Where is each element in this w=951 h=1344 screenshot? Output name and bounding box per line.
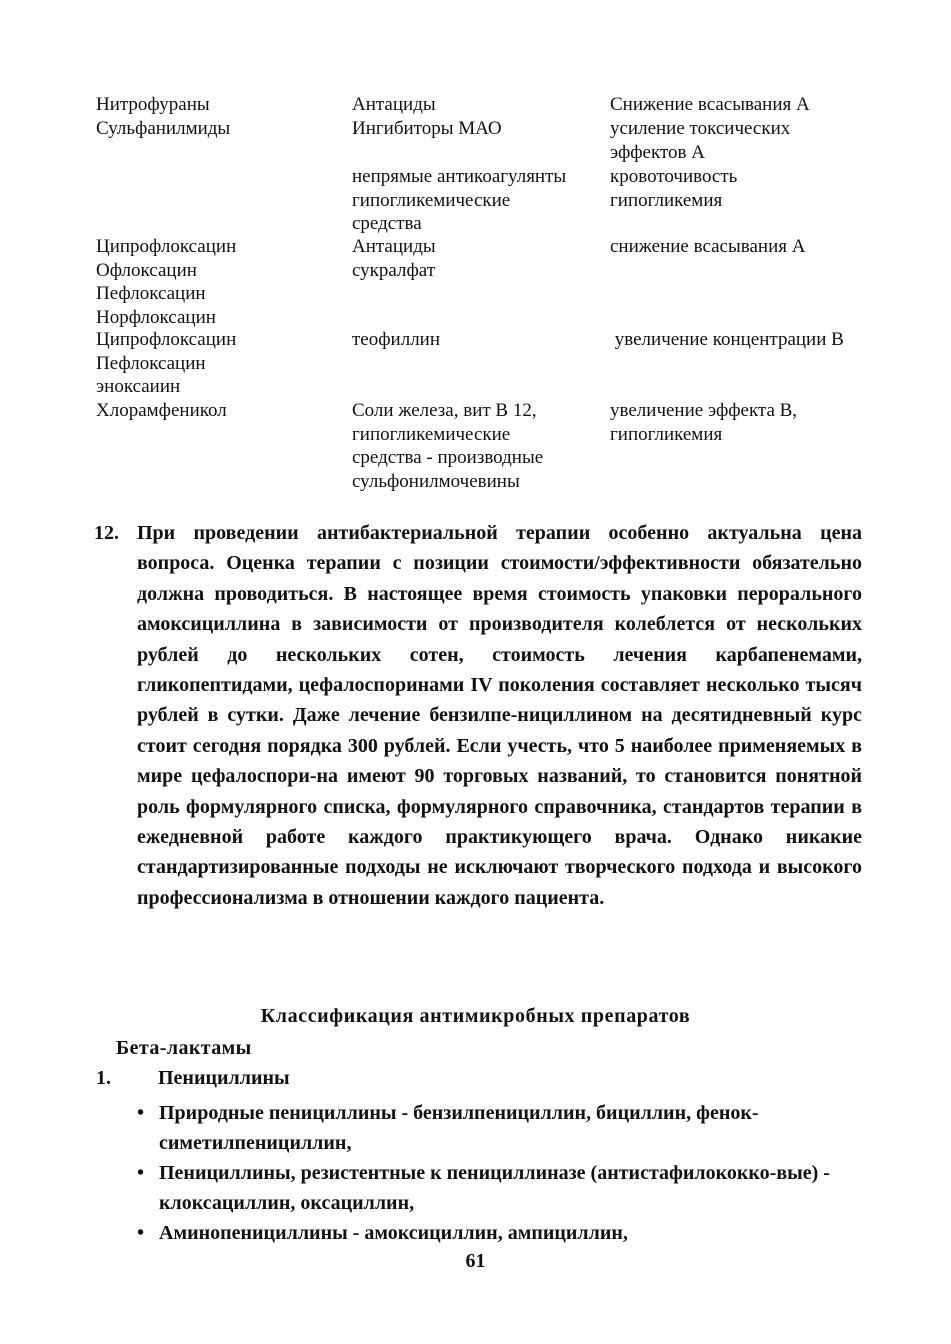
paragraph-text: При проведении антибактериальной терапии особенно актуальна цена вопроса. Оценка терапии с позиции стоимости/эффективности обязательно должна проводиться. В настоящее время стоимость упаковки перорального амоксициллина в зависимости от производителя колеблется от нескольких рублей до нескольких сотен, стоимость лечения карбапенемами, гликопептидами, цефалоспоринами IV поколения составляет несколько тысяч рублей в сутки. Даже лечение бензилпе-нициллином на десятидневный курс стоит сегодня порядка 300 рублей. Если учесть, что 5 наиболее применяемых в мире цефалоспори-на имеют 90 торговых названий, то становится понятной роль формулярного списка, формулярного справочника, стандартов терапии в ежедневной работе каждого практикующего врача. Однако никакие стандартизированные подходы не исключают творческого подхода и высокого профессионализма в отношении каждого пациента.	[137, 522, 862, 909]
table-row	[96, 117, 876, 165]
effect-cell: снижение всасывания А	[610, 236, 806, 257]
table-row	[96, 165, 876, 235]
table-row	[96, 328, 876, 399]
drug-cell: Хлорамфеникол	[96, 400, 227, 421]
subheading: Бета-лактамы	[116, 1037, 252, 1059]
interacting-drug-cell: теофиллин	[352, 329, 441, 350]
interacting-drug-cell: Антациды сукралфат	[352, 236, 436, 281]
page-number: 61	[465, 1250, 486, 1272]
table-row	[96, 235, 876, 328]
list-item-number: 1.	[96, 1067, 111, 1089]
effect-cell: увеличение эффекта В, гипогликемия	[610, 400, 798, 445]
bullet-icon: •	[137, 1222, 145, 1244]
drug-cell: Нитрофураны	[96, 94, 210, 115]
bullet-list	[137, 1098, 867, 1248]
drug-cell: Ципрофлоксацин Офлоксацин Пефлоксацин Норфлоксацин	[96, 236, 237, 328]
interacting-drug-cell: Соли железа, вит В 12, гипогликемические средства - производные сульфонилмочевины	[352, 400, 544, 492]
interacting-drug-cell: непрямые антикоагулянты гипогликемические средства	[352, 166, 567, 234]
list-item: • Пенициллины, резистентные к пенициллиназе (антистафилококко-вые) - клоксациллин, оксациллин,	[137, 1158, 867, 1218]
effect-cell: кровоточивость гипогликемия	[610, 166, 738, 211]
list-item-title: Пенициллины	[158, 1067, 290, 1089]
effect-cell: увеличение концентрации В	[610, 329, 844, 350]
drug-cell: Сульфанилмиды	[96, 118, 231, 139]
paragraph-number: 12.	[94, 522, 119, 544]
table-row	[96, 93, 876, 117]
list-item: • Аминопенициллины - амоксициллин, ампициллин,	[137, 1218, 867, 1248]
interacting-drug-cell: Ингибиторы МАО	[352, 118, 502, 139]
effect-cell: усиление токсических эффектов А	[610, 118, 791, 163]
list-item: • Природные пенициллины - бензилпенициллин, бициллин, фенок-симетилпенициллин,	[137, 1098, 867, 1158]
drug-cell: Ципрофлоксацин Пефлоксацин эноксаиин	[96, 329, 237, 397]
interacting-drug-cell: Антациды	[352, 94, 436, 115]
numbered-paragraph	[94, 518, 862, 913]
table-row	[96, 399, 876, 493]
bullet-icon: •	[137, 1162, 145, 1184]
effect-cell: Снижение всасывания А	[610, 94, 810, 115]
section-heading: Классификация антимикробных препаратов	[260, 1005, 691, 1027]
drug-interaction-table	[96, 93, 876, 493]
bullet-icon: •	[137, 1102, 145, 1124]
